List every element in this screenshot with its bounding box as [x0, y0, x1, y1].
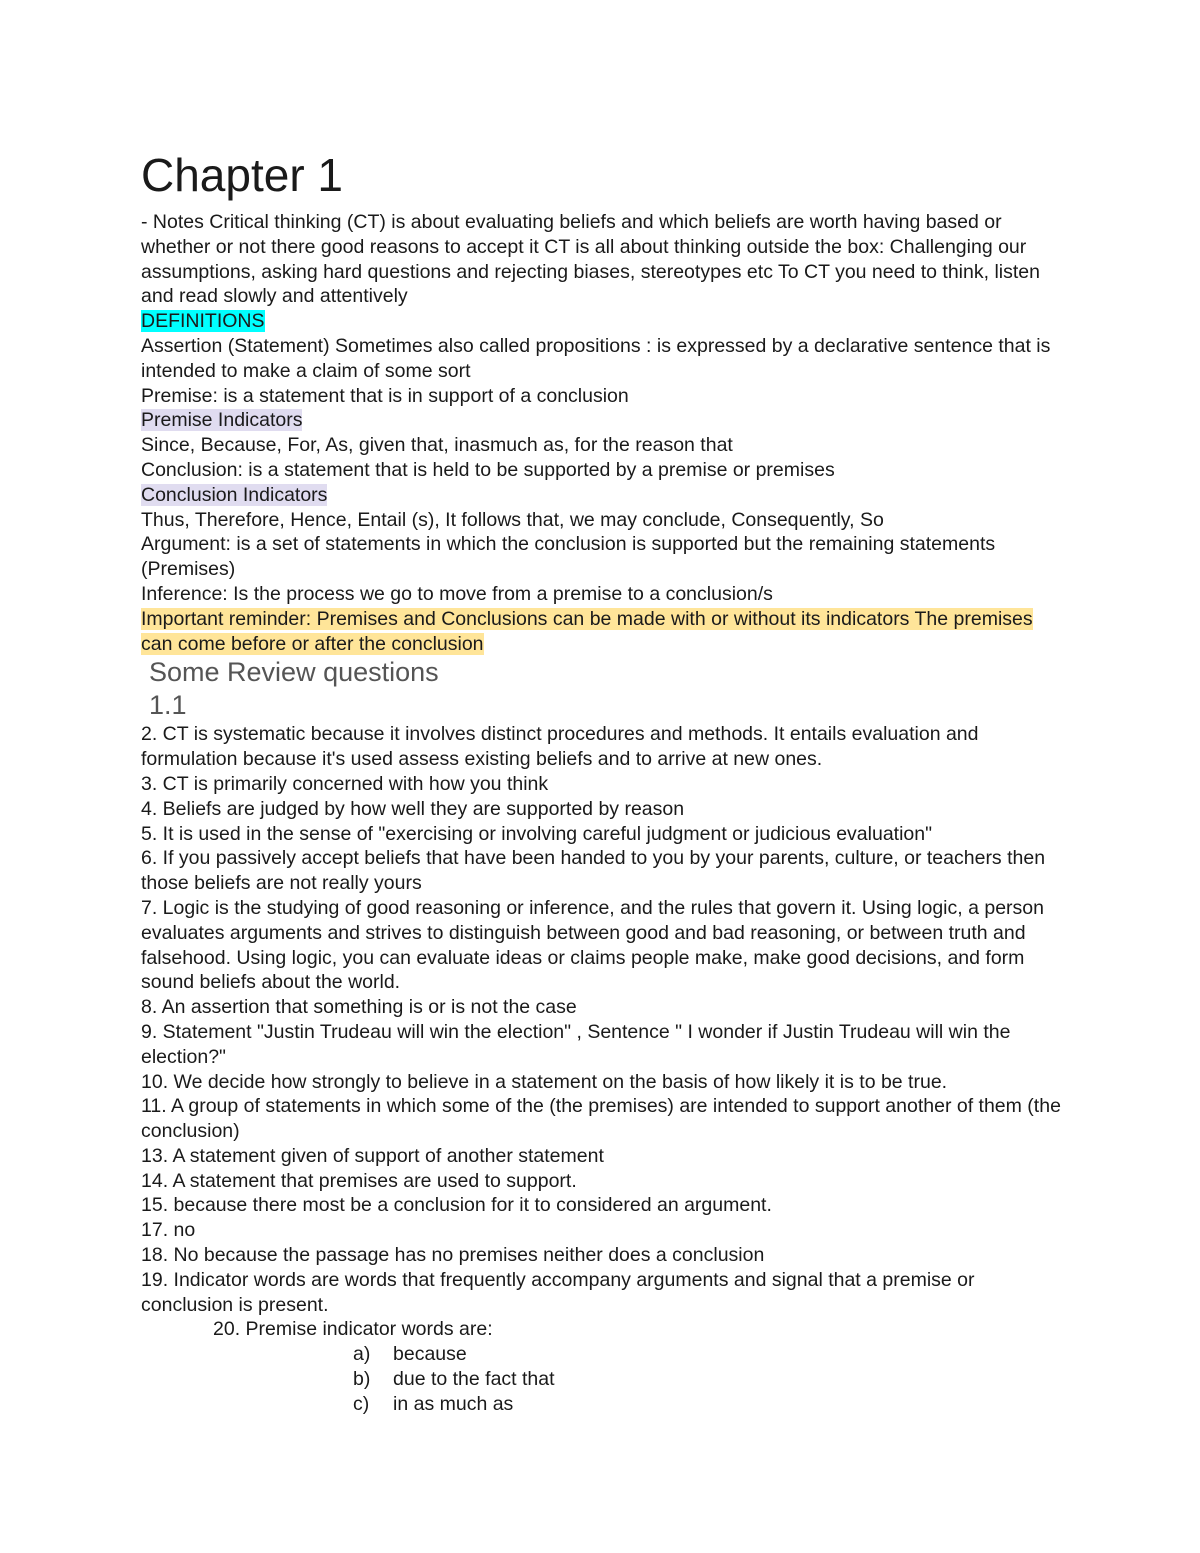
- answer-item: 13. A statement given of support of another statement: [141, 1144, 604, 1167]
- answer-item: 14. A statement that premises are used to support.: [141, 1169, 577, 1192]
- list-item-label: c): [353, 1392, 370, 1415]
- list-item: [141, 1342, 1061, 1367]
- premise-indicators-heading: Premise Indicators: [141, 409, 303, 432]
- premise-indicators-heading-line: [141, 408, 1061, 433]
- conclusion-indicators-heading: Conclusion Indicators: [141, 483, 328, 506]
- answer-item: 4. Beliefs are judged by how well they are supported by reason: [141, 797, 685, 820]
- answer-item: 17. no: [141, 1219, 196, 1242]
- intro-paragraph: - Notes Critical thinking (CT) is about evaluating beliefs and which beliefs are worth having based or whether or not there good reasons to accept it CT is all about thinking outside the box: Challenging our assumptions, asking hard questions and rejecting biases, stereotypes etc To CT you need to think, listen and read slowly and attentively: [141, 211, 1040, 308]
- conclusion-indicators-heading-line: [141, 483, 1061, 508]
- answer-item: 5. It is used in the sense of "exercising or involving careful judgment or judicious evaluation": [141, 822, 933, 845]
- answer-item: 11. A group of statements in which some of the (the premises) are intended to support another of them (the conclusion): [141, 1095, 1061, 1143]
- list-item-text: because: [393, 1343, 467, 1366]
- answer-item: 15. because there most be a conclusion for it to considered an argument.: [141, 1194, 772, 1217]
- list-item-text: in as much as: [393, 1392, 514, 1415]
- argument-definition: Argument: is a set of statements in which the conclusion is supported but the remaining statements (Premises): [141, 533, 996, 581]
- list-item-text: due to the fact that: [393, 1368, 555, 1391]
- answer-item: 18. No because the passage has no premises neither does a conclusion: [141, 1244, 765, 1267]
- answer-item: 7. Logic is the studying of good reasoning or inference, and the rules that govern it. Using logic, a person evaluates arguments and strives to distinguish between good and bad reasoning, or between truth and falsehood. Using logic, you can evaluate ideas or claims people make, make good decisions, and form sound beliefs about the world.: [141, 896, 1044, 994]
- answer-item: 10. We decide how strongly to believe in a statement on the basis of how likely it is to be true.: [141, 1070, 948, 1093]
- question-20-list: [141, 1342, 1061, 1416]
- important-reminder: Important reminder: Premises and Conclusions can be made with or without its indicators The premises can come before or after the conclusion: [141, 607, 1033, 655]
- important-reminder-line: [141, 607, 1061, 657]
- list-item: [141, 1392, 1061, 1417]
- answer-item: 8. An assertion that something is or is not the case: [141, 996, 577, 1019]
- list-item: [141, 1367, 1061, 1392]
- inference-definition: Inference: Is the process we go to move from a premise to a conclusion/s: [141, 582, 773, 605]
- definitions-heading: DEFINITIONS: [141, 310, 265, 333]
- list-item-label: b): [353, 1368, 371, 1391]
- document-page: [141, 140, 1061, 1417]
- answer-item: 6. If you passively accept beliefs that have been handed to you by your parents, culture, or teachers then those beliefs are not really yours: [141, 847, 1046, 895]
- answer-item: 2. CT is systematic because it involves distinct procedures and methods. It entails evaluation and formulation because it's used assess existing beliefs and to arrive at new ones.: [141, 723, 979, 771]
- question-20-heading: 20. Premise indicator words are:: [213, 1318, 493, 1341]
- conclusion-indicators-list: Thus, Therefore, Hence, Entail (s), It follows that, we may conclude, Consequently, So: [141, 508, 884, 531]
- review-heading: Some Review questions: [149, 657, 439, 688]
- chapter-title: Chapter 1: [141, 149, 344, 201]
- answers-list: [141, 722, 1061, 1317]
- answer-item: 19. Indicator words are words that frequently accompany arguments and signal that a premise or conclusion is present.: [141, 1268, 975, 1316]
- review-subheading: 1.1: [149, 690, 187, 721]
- conclusion-definition: Conclusion: is a statement that is held to be supported by a premise or premises: [141, 458, 835, 481]
- premise-definition: Premise: is a statement that is in support of a conclusion: [141, 384, 629, 407]
- answer-item: 3. CT is primarily concerned with how you think: [141, 772, 549, 795]
- assertion-definition: Assertion (Statement) Sometimes also called propositions : is expressed by a declarative sentence that is intended to make a claim of some sort: [141, 334, 1051, 382]
- answer-item: 9. Statement "Justin Trudeau will win the election" , Sentence " I wonder if Justin Trudeau will win the election?": [141, 1020, 1011, 1068]
- definitions-heading-line: [141, 309, 1061, 334]
- list-item-label: a): [353, 1343, 371, 1366]
- premise-indicators-list: Since, Because, For, As, given that, inasmuch as, for the reason that: [141, 434, 733, 457]
